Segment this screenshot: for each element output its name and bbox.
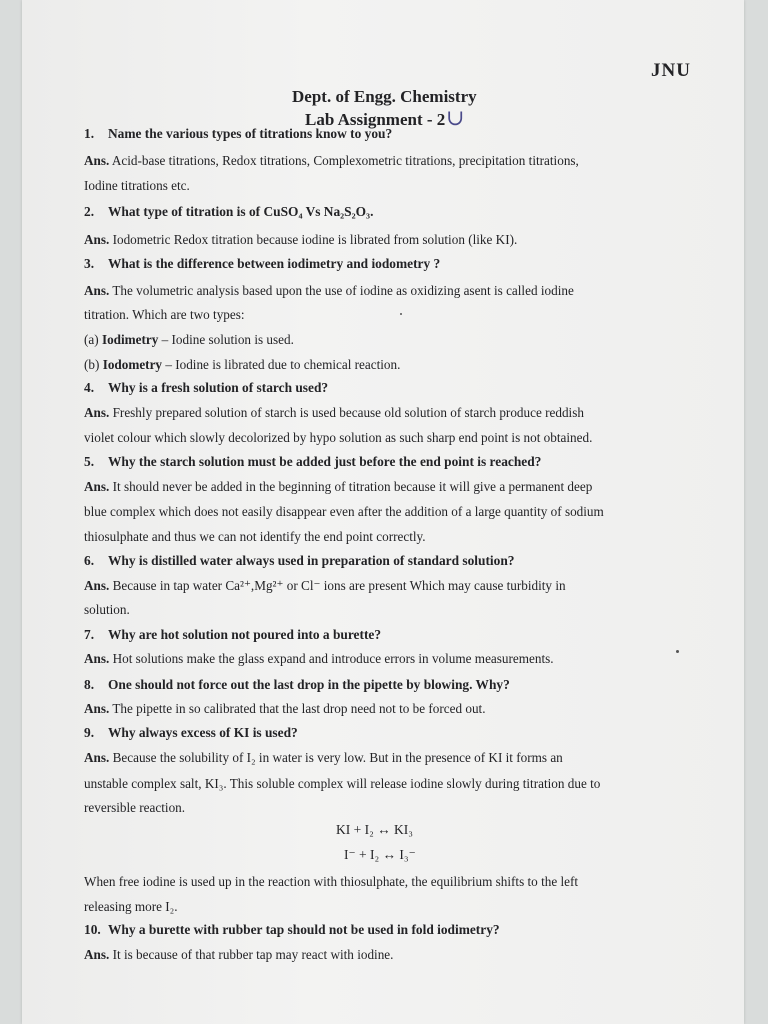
question-number: 7. [84,627,95,642]
line-text: When free iodine is used up in the reaction with thiosulphate, the equilibrium shifts to the left [84,874,579,889]
line-text: unstable complex salt, KI₃. This soluble complex will release iodine slowly during titration due to [84,776,601,791]
handwritten-mark: ∪ [446,105,465,130]
subpoint-line [84,332,294,348]
question-number: 5. [84,454,95,469]
answer-line [84,578,566,594]
answer-label: Ans. [84,578,110,593]
answer-line [84,651,554,667]
question-line [84,204,373,220]
question-text: Why a burette with rubber tap should not be used in fold iodimetry? [108,922,500,937]
answer-line [84,232,517,248]
question-line [84,126,392,142]
question-line [84,627,381,643]
line-text: Iodine titrations etc. [84,178,190,193]
question-text: What is the difference between iodimetry and iodometry ? [108,256,441,271]
answer-text: It is because of that rubber tap may react with iodine. [112,947,394,962]
continuation-line [84,776,600,792]
continuation-line [84,529,426,545]
answer-line [84,405,584,421]
continuation-line [84,899,178,915]
continuation-line [84,800,185,816]
equation-1: KI + I₂ ↔ KI₃ [336,822,414,837]
question-line [84,454,541,470]
answer-text: The volumetric analysis based upon the use of iodine as oxidizing asent is called iodine [112,283,574,298]
question-line [84,553,515,569]
continuation-line [84,602,130,618]
answer-line [84,750,563,766]
question-line [84,725,298,741]
continuation-line [84,178,190,194]
answer-text: Freshly prepared solution of starch is used because old solution of starch produce reddish [112,405,584,420]
question-number: 2. [84,204,95,219]
continuation-line [84,307,245,323]
question-number: 8. [84,677,95,692]
line-text: violet colour which slowly decolorized by hypo solution as such sharp end point is not obtained. [84,430,593,445]
answer-text: Iodometric Redox titration because iodine is librated from solution (like KI). [112,232,518,247]
subpoint-term: Iodometry [102,357,163,372]
answer-line [84,947,393,963]
line-text: titration. Which are two types: [84,307,245,322]
answer-text: Because in tap water Ca²⁺,Mg²⁺ or Cl⁻ ions are present Which may cause turbidity in [112,578,566,593]
line-text: thiosulphate and thus we can not identify the end point correctly. [84,529,426,544]
paper-speck [676,650,679,653]
question-number: 6. [84,553,95,568]
line-text: reversible reaction. [84,800,186,815]
question-text: Why is distilled water always used in preparation of standard solution? [108,553,515,568]
question-text: Name the various types of titrations know to you? [108,126,393,141]
question-text: What type of titration is of CuSO₄ Vs Na₂S₂O₃. [108,204,374,219]
department-title: Dept. of Engg. Chemistry [292,87,477,106]
line-text: solution. [84,602,130,617]
question-number: 4. [84,380,95,395]
question-number: 3. [84,256,95,271]
question-number: 10. [84,922,101,937]
question-text: One should not force out the last drop in the pipette by blowing. Why? [108,677,510,692]
line-text: blue complex which does not easily disappear even after the addition of a large quantity of sodium [84,504,604,519]
question-text: Why the starch solution must be added just before the end point is reached? [108,454,542,469]
question-text: Why are hot solution not poured into a burette? [108,627,382,642]
equation-2: I⁻ + I₂ ↔ I₃⁻ [344,847,416,862]
line-text: releasing more I₂. [84,899,178,914]
paper-speck [400,313,402,315]
answer-label: Ans. [84,651,110,666]
answer-label: Ans. [84,283,110,298]
continuation-line [84,874,578,890]
subpoint-marker: (b) [84,357,100,372]
subpoint-term: Iodimetry [101,332,159,347]
subpoint-line [84,357,400,373]
answer-line [84,701,486,717]
answer-line [84,153,579,169]
answer-label: Ans. [84,947,110,962]
answer-text: Because the solubility of I₂ in water is very low. But in the presence of KI it forms an [112,750,563,765]
assignment-title: Lab Assignment - 2 [305,110,446,129]
answer-text: It should never be added in the beginning of titration because it will give a permanent deep [112,479,593,494]
answer-label: Ans. [84,232,110,247]
question-line [84,922,500,938]
answer-label: Ans. [84,701,110,716]
question-text: Why always excess of KI is used? [108,725,298,740]
question-line [84,380,328,396]
question-line [84,256,440,272]
answer-label: Ans. [84,750,110,765]
question-number: 9. [84,725,95,740]
answer-line [84,283,574,299]
continuation-line [84,430,592,446]
answer-label: Ans. [84,479,110,494]
institution-label: JNU [651,60,691,81]
question-text: Why is a fresh solution of starch used? [108,380,329,395]
question-line [84,677,510,693]
subpoint-text: – Iodine solution is used. [161,332,294,347]
answer-label: Ans. [84,153,110,168]
subpoint-text: – Iodine is librated due to chemical reaction. [165,357,401,372]
answer-text: The pipette in so calibrated that the last drop need not to be forced out. [112,701,486,716]
answer-text: Hot solutions make the glass expand and introduce errors in volume measurements. [112,651,554,666]
question-number: 1. [84,126,95,141]
answer-label: Ans. [84,405,110,420]
answer-line [84,479,592,495]
continuation-line [84,504,604,520]
document-page [22,0,744,1024]
subpoint-marker: (a) [84,332,99,347]
answer-text: Acid-base titrations, Redox titrations, Complexometric titrations, precipitation titrations, [111,153,579,168]
